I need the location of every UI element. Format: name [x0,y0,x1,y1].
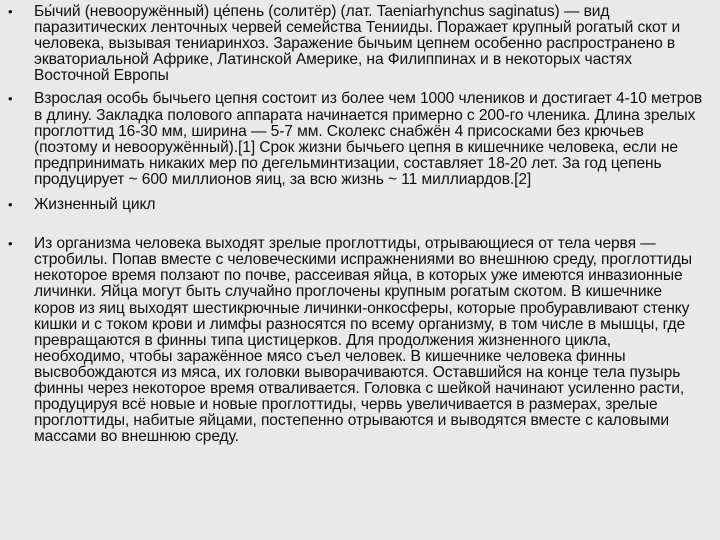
list-item [0,236,704,445]
bullet-icon: • [8,91,13,107]
paragraph-description: Бы́чий (невооружённый) це́пень (солитёр) (лат. Taeniarhynchus saginatus) — вид паразитических ленточных червей семейства Тенииды. Поражает крупный рогатый скот и человека, вызывая тениаринхоз. Заражение бычьим цепнем особенно распространено в экваториальной Африке, Латинской Америке, на Филиппинах и в некоторых частях Восточной Европы [34,3,681,85]
list-item [0,197,704,213]
bullet-icon: • [8,4,13,19]
section-heading-life-cycle: Жизненный цикл [34,196,156,214]
bullet-icon: • [8,236,13,252]
paragraph-morphology: Взрослая особь бычьего цепня состоит из более чем 1000 члеников и достигает 4-10 метров в длину. Закладка полового аппарата начинается примерно с 200-го членика. Длина зрелых проглоттид 16-30 мм, ширина — 5-7 мм. Сколекс снабжён 4 присосками без крючьев (поэтому и невооружённый).[1] Срок жизни бычьего цепня в кишечнике человека, если не предпринимать никаких мер по дегельминтизации, составляет 18-20 лет. За год цепень продуцирует ~ 600 миллионов яиц, за всю жизнь ~ 11 миллиардов.[2] [34,90,703,188]
list-item [0,4,704,84]
paragraph-life-cycle: Из организма человека выходят зрелые проглоттиды, отрывающиеся от тела червя — стробилы. Попав вместе с человеческими испражнениями во внешнюю среду, проглоттиды некоторое время ползают по почве, рассеивая яйца, в которых уже имеются инвазионные личинки. Яйца могут быть случайно проглочены крупным рогатым скотом. В кишечнике коров из яиц выходят шестикрючные личинки-онкосферы, которые пробуравливают стенку кишки и с током крови и лимфы разносятся по всему организму, в том числе в мышцы, где превращаются в финны типа цистицерков. Для продолжения жизненного цикла, необходимо, чтобы заражённое мясо съел человек. В кишечнике человека финны высвобождаются из мяса, их головки выворачиваются. Оставшийся на конце тела пузырь финны через некоторое время отваливается. Головка с шейкой начинают усиленно расти, продуцируя всё новые и новые проглоттиды, червь увеличивается в размерах, зрелые проглоттиды, набитые яйцами, постепенно отрываются и выводятся вместе с каловыми массами во внешнюю среду. [34,235,692,446]
bullet-icon: • [8,197,13,213]
list-item [0,91,704,188]
bullet-list [0,4,704,445]
